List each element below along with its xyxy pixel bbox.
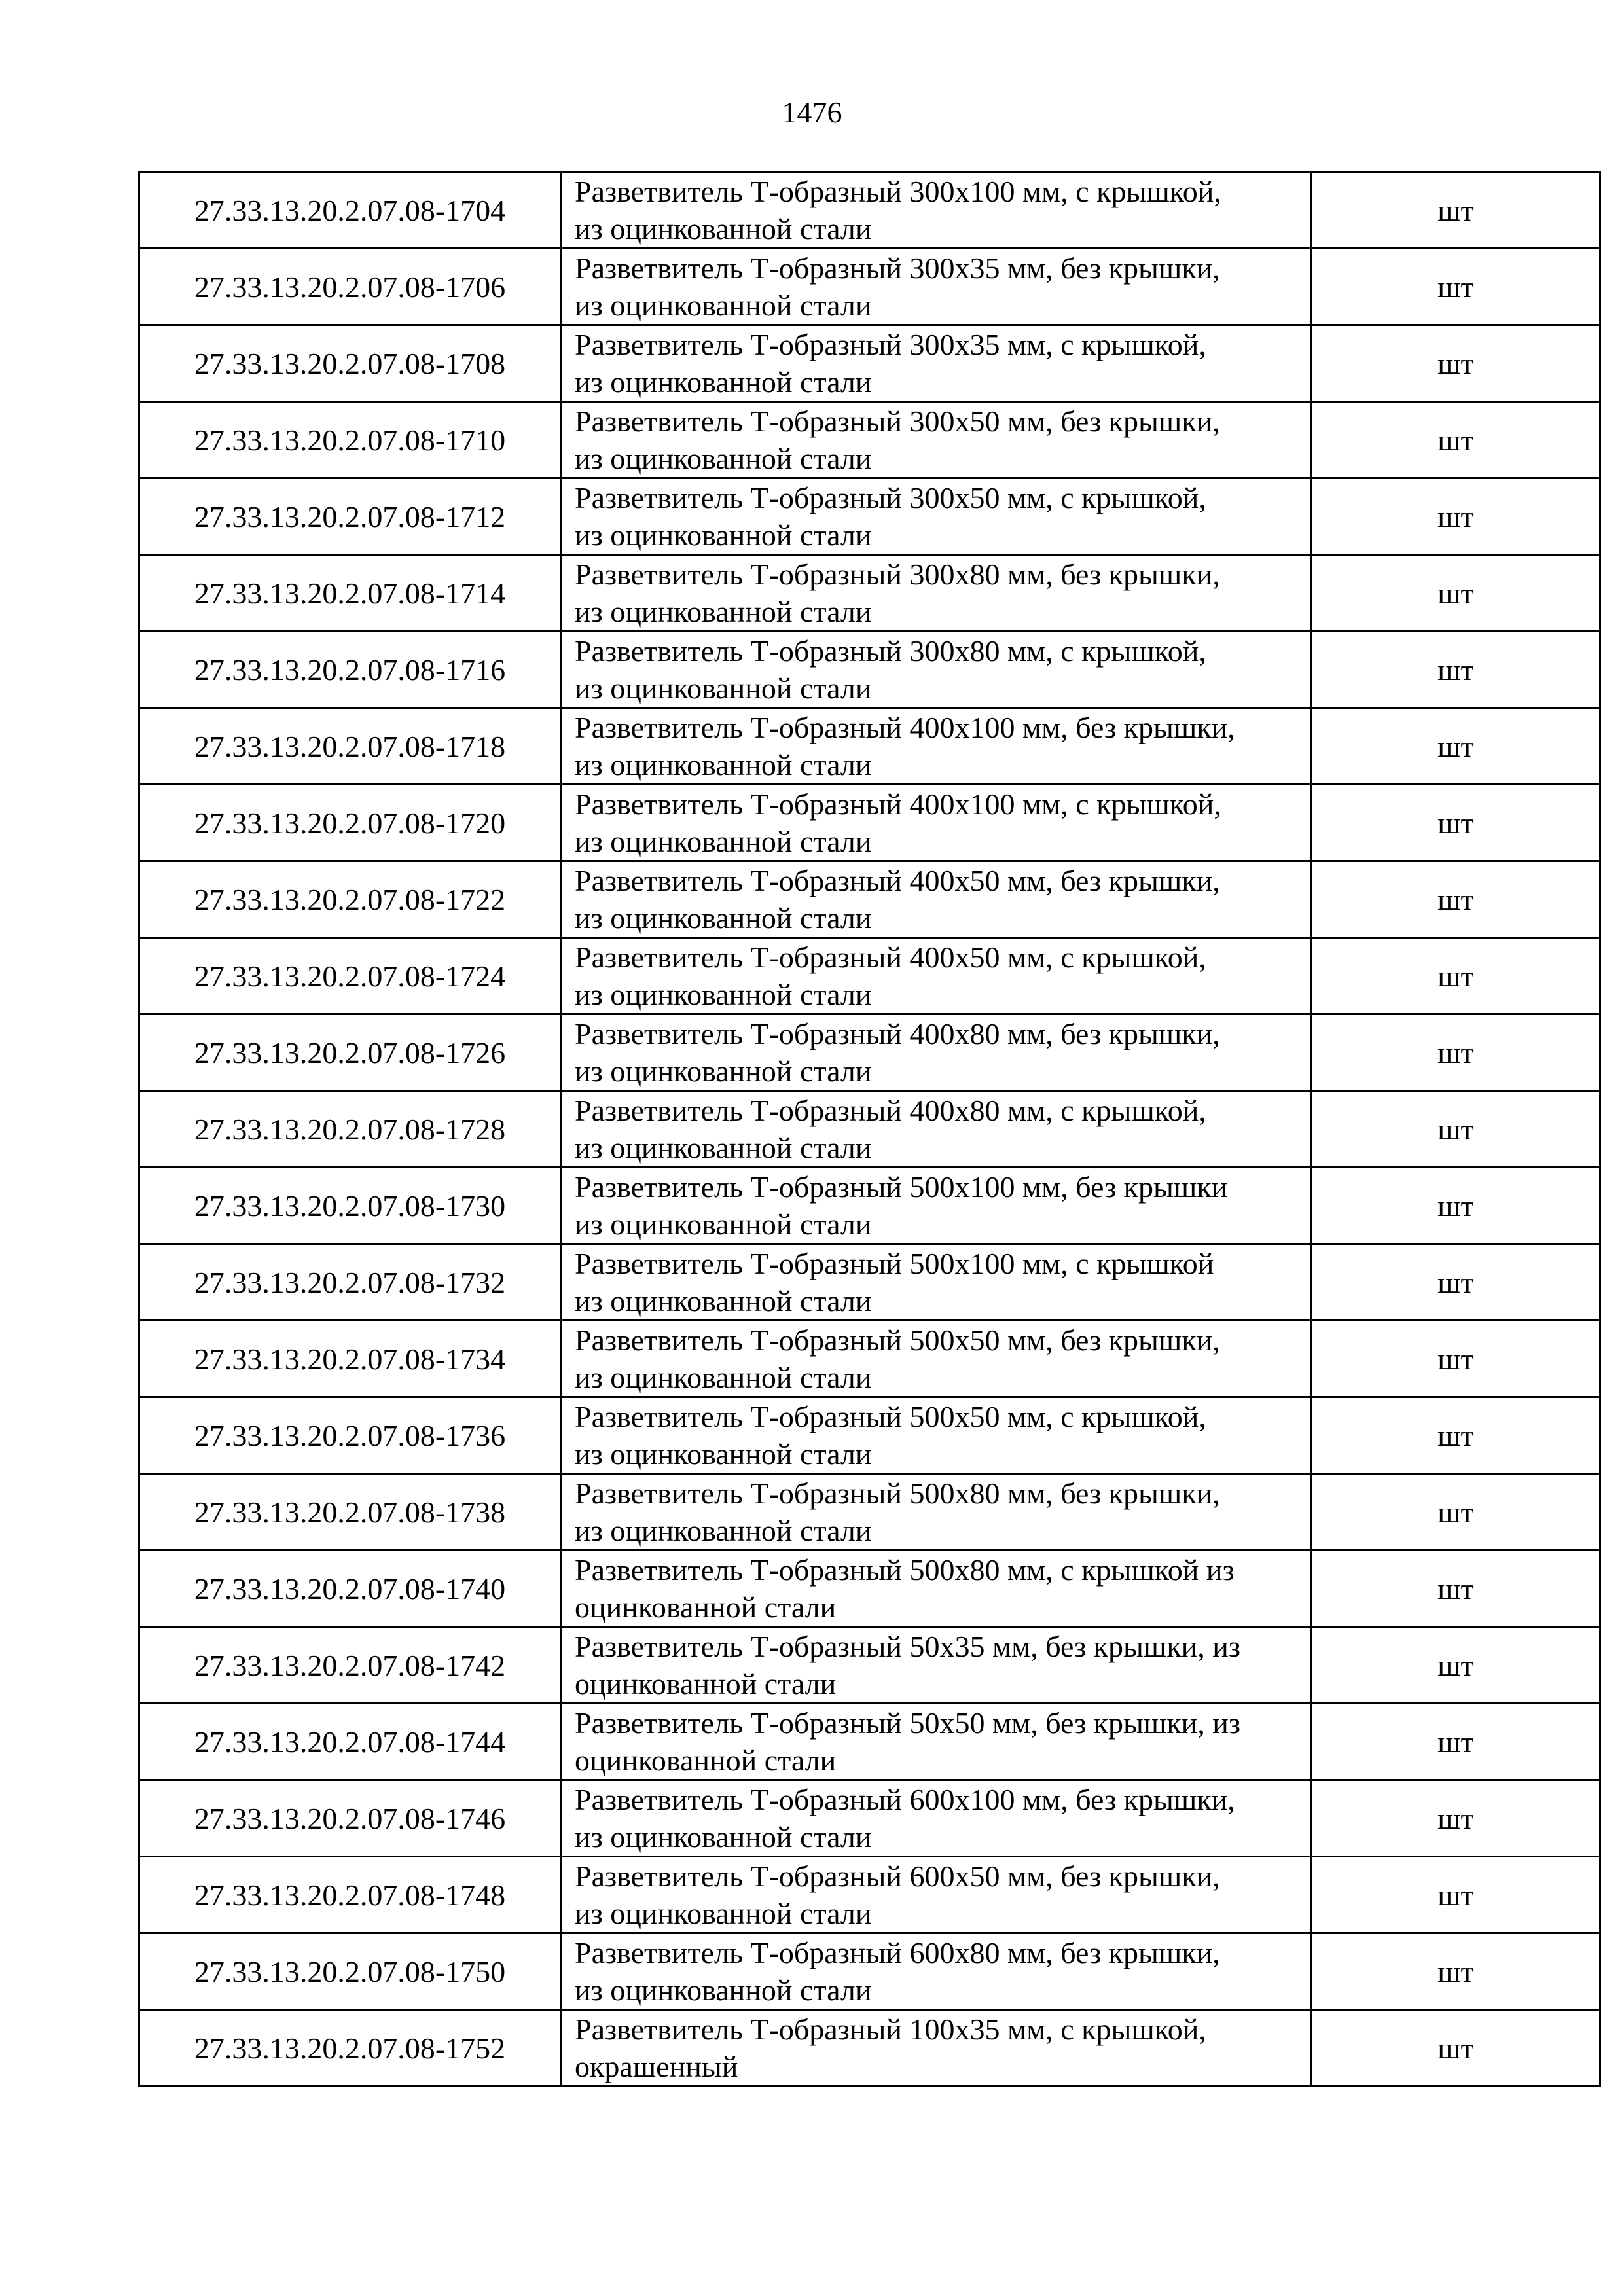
description-cell (561, 1474, 1312, 1551)
resource-code-cell: 27.33.13.20.2.07.08-1736 (139, 1397, 561, 1474)
description-line-1: Разветвитель Т-образный 50х35 мм, без крышки, из (575, 1630, 1241, 1663)
description-line-1: Разветвитель Т-образный 400х80 мм, без крышки, (575, 1017, 1220, 1050)
unit-cell: шт (1312, 785, 1600, 861)
description-cell (561, 1704, 1312, 1780)
table-row (139, 478, 1600, 555)
description-cell (561, 402, 1312, 478)
description-line-1: Разветвитель Т-образный 50х50 мм, без крышки, из (575, 1706, 1241, 1740)
description-cell (561, 478, 1312, 555)
unit-cell: шт (1312, 1933, 1600, 2010)
resource-code-cell: 27.33.13.20.2.07.08-1734 (139, 1321, 561, 1397)
description-cell (561, 172, 1312, 249)
description-line-1: Разветвитель Т-образный 100х35 мм, с крышкой, (575, 2013, 1206, 2046)
unit-cell: шт (1312, 632, 1600, 708)
description-line-2: из оцинкованной стали (575, 1208, 872, 1241)
description-line-1: Разветвитель Т-образный 500х50 мм, с крышкой, (575, 1400, 1206, 1433)
unit-cell: шт (1312, 1014, 1600, 1091)
table-row (139, 1780, 1600, 1857)
description-cell (561, 861, 1312, 938)
resource-code-cell: 27.33.13.20.2.07.08-1740 (139, 1551, 561, 1627)
description-line-1: Разветвитель Т-образный 500х100 мм, с крышкой (575, 1247, 1214, 1280)
table-row (139, 1397, 1600, 1474)
description-line-1: Разветвитель Т-образный 300х50 мм, без крышки, (575, 404, 1220, 438)
resource-code-cell: 27.33.13.20.2.07.08-1712 (139, 478, 561, 555)
resource-code-cell: 27.33.13.20.2.07.08-1750 (139, 1933, 561, 2010)
unit-cell: шт (1312, 2010, 1600, 2087)
description-cell (561, 1168, 1312, 1244)
description-line-1: Разветвитель Т-образный 400х100 мм, без крышки, (575, 711, 1235, 744)
unit-cell: шт (1312, 1780, 1600, 1857)
table-row (139, 2010, 1600, 2087)
table-row (139, 1091, 1600, 1168)
description-cell (561, 1857, 1312, 1933)
unit-cell: шт (1312, 1474, 1600, 1551)
description-line-1: Разветвитель Т-образный 500х100 мм, без крышки (575, 1170, 1228, 1204)
unit-cell: шт (1312, 1704, 1600, 1780)
description-line-2: из оцинкованной стали (575, 289, 872, 322)
description-line-2: из оцинкованной стали (575, 1820, 872, 1854)
description-line-2: из оцинкованной стали (575, 1973, 872, 2007)
description-cell (561, 1780, 1312, 1857)
description-line-2: из оцинкованной стали (575, 595, 872, 628)
resource-code-cell: 27.33.13.20.2.07.08-1726 (139, 1014, 561, 1091)
description-cell (561, 632, 1312, 708)
description-line-1: Разветвитель Т-образный 300х80 мм, с крышкой, (575, 634, 1206, 668)
description-line-1: Разветвитель Т-образный 600х100 мм, без крышки, (575, 1783, 1235, 1816)
description-line-1: Разветвитель Т-образный 300х50 мм, с крышкой, (575, 481, 1206, 514)
description-cell (561, 1244, 1312, 1321)
description-cell (561, 2010, 1312, 2087)
unit-cell: шт (1312, 1168, 1600, 1244)
unit-cell: шт (1312, 1627, 1600, 1704)
description-line-1: Разветвитель Т-образный 400х100 мм, с крышкой, (575, 787, 1221, 821)
description-line-2: из оцинкованной стали (575, 1361, 872, 1394)
resource-code-cell: 27.33.13.20.2.07.08-1710 (139, 402, 561, 478)
description-line-2: из оцинкованной стали (575, 1514, 872, 1547)
description-cell (561, 785, 1312, 861)
unit-cell: шт (1312, 478, 1600, 555)
table-row (139, 1627, 1600, 1704)
table-row (139, 1933, 1600, 2010)
description-line-2: из оцинкованной стали (575, 672, 872, 705)
table-row (139, 1474, 1600, 1551)
description-cell (561, 1551, 1312, 1627)
description-line-2: из оцинкованной стали (575, 1054, 872, 1088)
description-cell (561, 1933, 1312, 2010)
unit-cell: шт (1312, 938, 1600, 1014)
description-line-2: оцинкованной стали (575, 1590, 837, 1624)
description-cell (561, 1627, 1312, 1704)
resource-code-cell: 27.33.13.20.2.07.08-1742 (139, 1627, 561, 1704)
catalog-table-body (139, 172, 1600, 2087)
description-line-2: из оцинкованной стали (575, 1897, 872, 1930)
page-number: 1476 (782, 96, 842, 129)
description-line-2: из оцинкованной стали (575, 748, 872, 781)
resource-code-cell: 27.33.13.20.2.07.08-1730 (139, 1168, 561, 1244)
unit-cell: шт (1312, 1857, 1600, 1933)
unit-cell: шт (1312, 1397, 1600, 1474)
resource-code-cell: 27.33.13.20.2.07.08-1752 (139, 2010, 561, 2087)
resource-code-cell: 27.33.13.20.2.07.08-1706 (139, 249, 561, 325)
unit-cell: шт (1312, 555, 1600, 632)
resource-code-cell: 27.33.13.20.2.07.08-1728 (139, 1091, 561, 1168)
description-line-2: из оцинкованной стали (575, 978, 872, 1011)
description-line-1: Разветвитель Т-образный 600х80 мм, без крышки, (575, 1936, 1220, 1969)
description-cell (561, 1321, 1312, 1397)
description-cell (561, 249, 1312, 325)
description-line-2: из оцинкованной стали (575, 901, 872, 935)
description-line-2: из оцинкованной стали (575, 1284, 872, 1318)
description-line-1: Разветвитель Т-образный 300х80 мм, без крышки, (575, 558, 1220, 591)
description-line-2: из оцинкованной стали (575, 365, 872, 399)
description-line-1: Разветвитель Т-образный 500х50 мм, без крышки, (575, 1323, 1220, 1357)
unit-cell: шт (1312, 172, 1600, 249)
description-line-1: Разветвитель Т-образный 500х80 мм, с крышкой из (575, 1553, 1235, 1587)
table-row (139, 1857, 1600, 1933)
description-line-1: Разветвитель Т-образный 300х35 мм, без крышки, (575, 251, 1220, 285)
description-cell (561, 708, 1312, 785)
unit-cell: шт (1312, 249, 1600, 325)
table-row (139, 938, 1600, 1014)
table-row (139, 708, 1600, 785)
resource-code-cell: 27.33.13.20.2.07.08-1716 (139, 632, 561, 708)
table-row (139, 1014, 1600, 1091)
table-row (139, 1551, 1600, 1627)
unit-cell: шт (1312, 1091, 1600, 1168)
description-line-1: Разветвитель Т-образный 300х35 мм, с крышкой, (575, 328, 1206, 361)
description-line-1: Разветвитель Т-образный 300х100 мм, с крышкой, (575, 175, 1221, 208)
unit-cell: шт (1312, 325, 1600, 402)
table-row (139, 172, 1600, 249)
unit-cell: шт (1312, 1321, 1600, 1397)
unit-cell: шт (1312, 708, 1600, 785)
unit-cell: шт (1312, 1244, 1600, 1321)
table-row (139, 632, 1600, 708)
resource-code-cell: 27.33.13.20.2.07.08-1722 (139, 861, 561, 938)
description-line-1: Разветвитель Т-образный 400х80 мм, с крышкой, (575, 1094, 1206, 1127)
description-cell (561, 1091, 1312, 1168)
unit-cell: шт (1312, 402, 1600, 478)
table-row (139, 325, 1600, 402)
resource-code-cell: 27.33.13.20.2.07.08-1714 (139, 555, 561, 632)
description-line-1: Разветвитель Т-образный 500х80 мм, без крышки, (575, 1477, 1220, 1510)
description-line-2: из оцинкованной стали (575, 1131, 872, 1164)
description-line-2: из оцинкованной стали (575, 442, 872, 475)
unit-cell: шт (1312, 861, 1600, 938)
description-cell (561, 555, 1312, 632)
description-cell (561, 938, 1312, 1014)
resource-code-cell: 27.33.13.20.2.07.08-1746 (139, 1780, 561, 1857)
description-line-2: оцинкованной стали (575, 1744, 837, 1777)
resource-code-cell: 27.33.13.20.2.07.08-1738 (139, 1474, 561, 1551)
description-cell (561, 1397, 1312, 1474)
resource-code-cell: 27.33.13.20.2.07.08-1732 (139, 1244, 561, 1321)
table-row (139, 861, 1600, 938)
table-row (139, 1244, 1600, 1321)
table-row (139, 1321, 1600, 1397)
description-line-2: из оцинкованной стали (575, 518, 872, 552)
catalog-table (138, 171, 1601, 2087)
table-row (139, 1704, 1600, 1780)
table-row (139, 785, 1600, 861)
table-row (139, 402, 1600, 478)
description-line-1: Разветвитель Т-образный 400х50 мм, без крышки, (575, 864, 1220, 897)
resource-code-cell: 27.33.13.20.2.07.08-1708 (139, 325, 561, 402)
resource-code-cell: 27.33.13.20.2.07.08-1744 (139, 1704, 561, 1780)
resource-code-cell: 27.33.13.20.2.07.08-1748 (139, 1857, 561, 1933)
resource-code-cell: 27.33.13.20.2.07.08-1720 (139, 785, 561, 861)
description-line-2: из оцинкованной стали (575, 212, 872, 245)
description-line-2: из оцинкованной стали (575, 825, 872, 858)
unit-cell: шт (1312, 1551, 1600, 1627)
description-line-1: Разветвитель Т-образный 600х50 мм, без крышки, (575, 1859, 1220, 1893)
table-row (139, 1168, 1600, 1244)
description-line-1: Разветвитель Т-образный 400х50 мм, с крышкой, (575, 941, 1206, 974)
resource-code-cell: 27.33.13.20.2.07.08-1704 (139, 172, 561, 249)
description-cell (561, 1014, 1312, 1091)
resource-code-cell: 27.33.13.20.2.07.08-1724 (139, 938, 561, 1014)
resource-code-cell: 27.33.13.20.2.07.08-1718 (139, 708, 561, 785)
table-row (139, 249, 1600, 325)
description-line-2: оцинкованной стали (575, 1667, 837, 1700)
description-cell (561, 325, 1312, 402)
description-line-2: из оцинкованной стали (575, 1437, 872, 1471)
description-line-2: окрашенный (575, 2050, 738, 2083)
table-row (139, 555, 1600, 632)
